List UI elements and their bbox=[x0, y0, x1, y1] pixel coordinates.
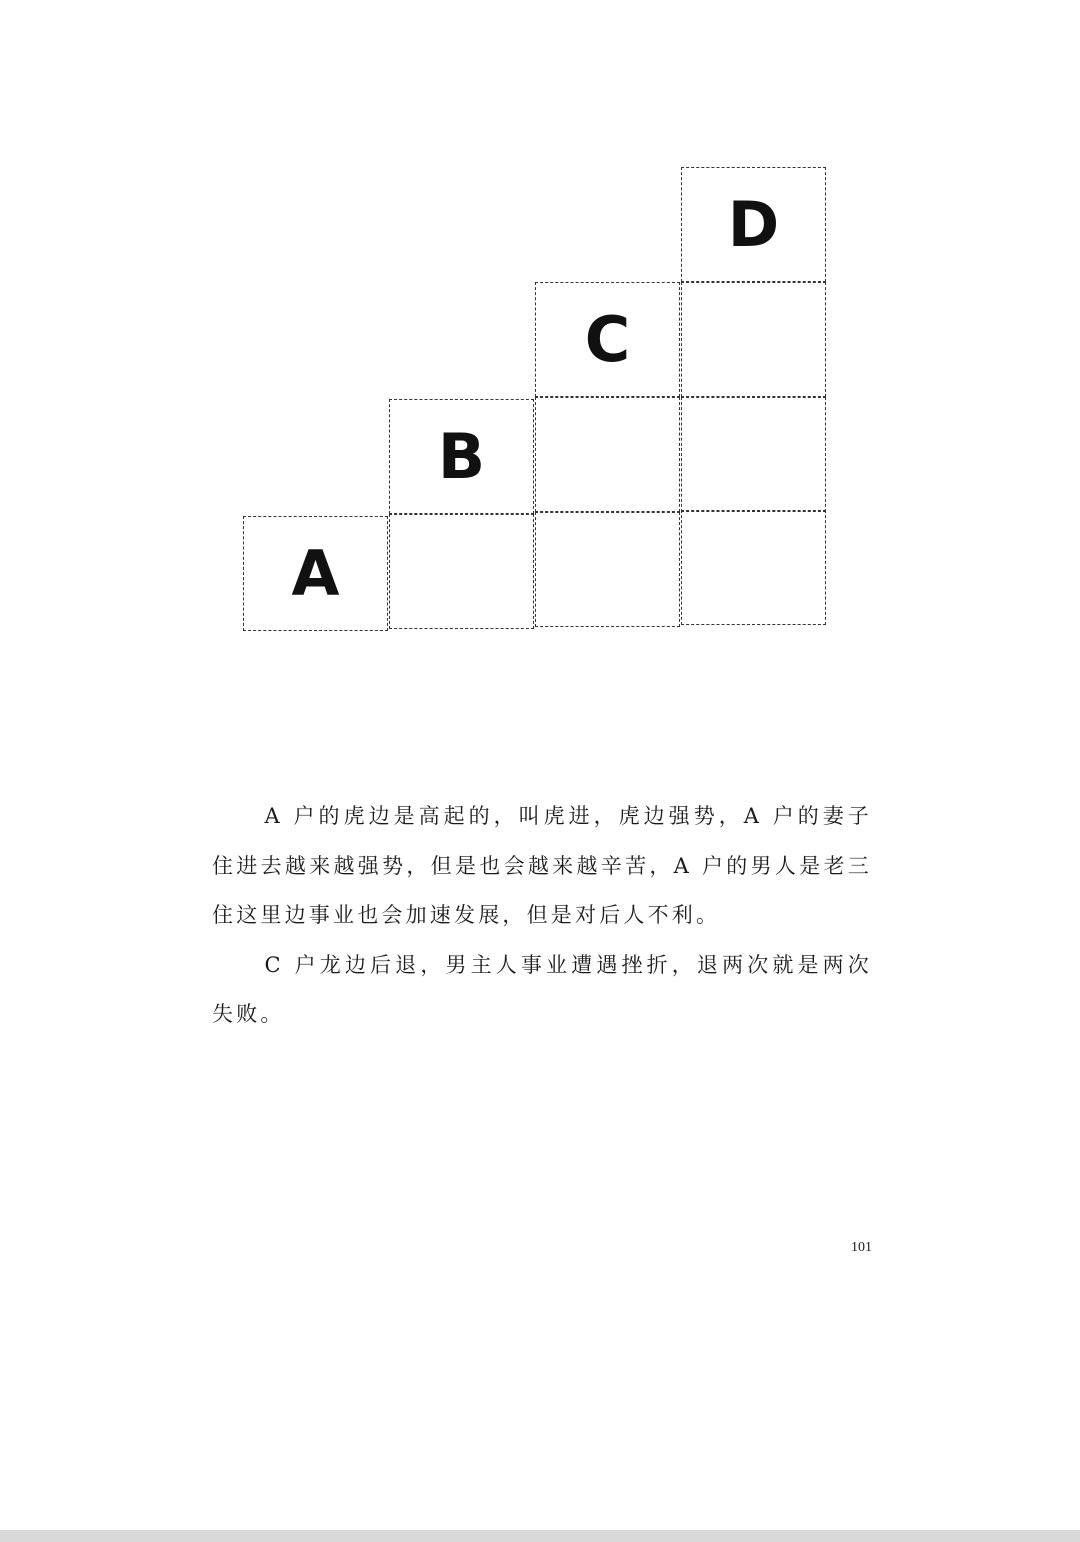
viewer-bottom-bar bbox=[0, 1530, 1080, 1542]
label-b: B bbox=[437, 419, 486, 493]
page-number: 101 bbox=[851, 1240, 872, 1255]
cell-b bbox=[389, 399, 534, 514]
cell-c-lower bbox=[535, 512, 680, 627]
cell-d bbox=[681, 167, 826, 282]
body-text bbox=[212, 792, 872, 1040]
cell-d-upper-middle bbox=[681, 282, 826, 397]
paragraph-c-house: C 户龙边后退，男主人事业遭遇挫折，退两次就是两次失败。 bbox=[212, 952, 872, 1026]
cell-d-lower bbox=[681, 510, 826, 625]
cell-b-lower bbox=[389, 514, 534, 629]
cell-c bbox=[535, 282, 680, 397]
cell-d-lower-middle bbox=[681, 397, 826, 512]
label-c: C bbox=[584, 302, 631, 376]
label-a: A bbox=[291, 536, 340, 610]
paragraph-a-house: A 户的虎边是高起的，叫虎进，虎边强势，A 户的妻子住进去越来越强势，但是也会越来越辛苦，A 户的男人是老三住这里边事业也会加速发展，但是对后人不利。 bbox=[212, 804, 872, 927]
cell-c-middle bbox=[535, 397, 680, 512]
label-d: D bbox=[727, 187, 780, 261]
cell-a bbox=[243, 516, 388, 631]
stepped-house-diagram bbox=[0, 0, 1080, 700]
